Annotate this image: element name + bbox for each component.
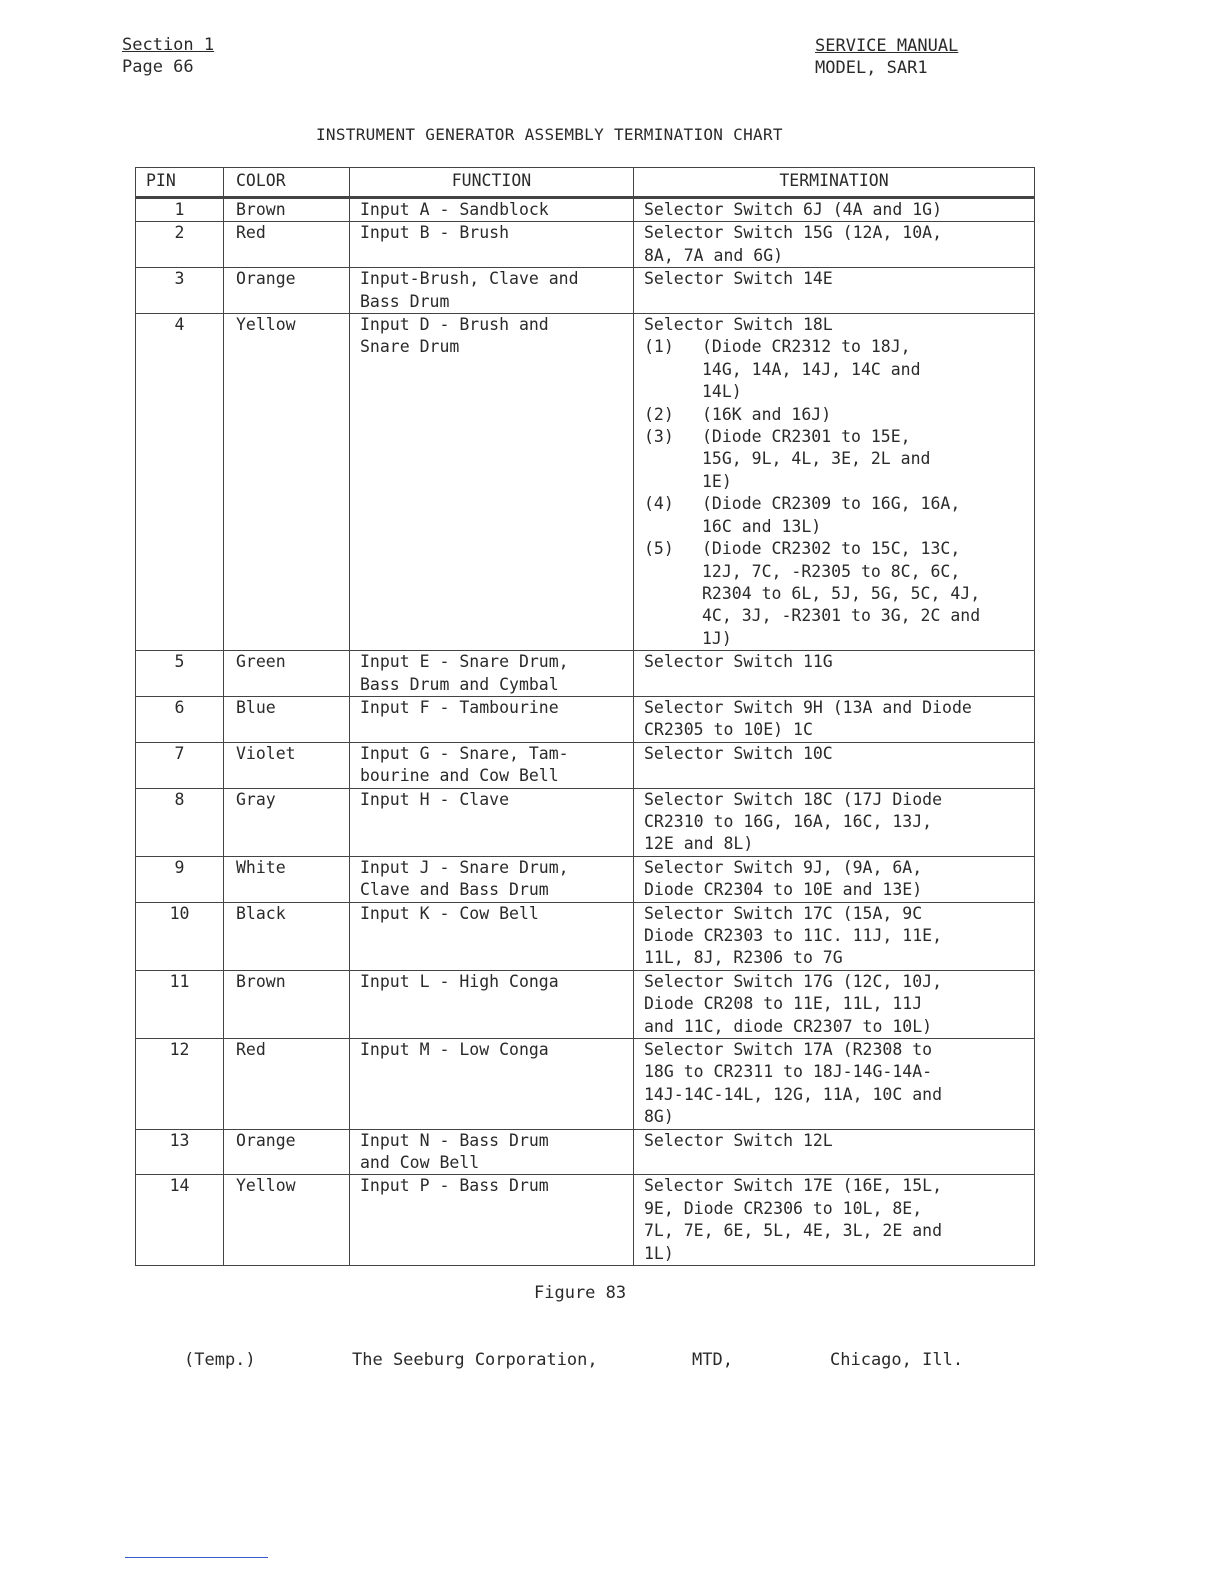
function-cell	[350, 268, 634, 314]
sub-item-text	[702, 538, 1028, 650]
table-row	[136, 856, 1035, 902]
sub-item-line: R2304 to 6L, 5J, 5G, 5C, 4J,	[702, 583, 981, 603]
bottom-rule	[125, 1557, 268, 1558]
sub-item-line: (Diode CR2302 to 15C, 13C,	[702, 539, 961, 559]
color-cell: Red	[224, 222, 350, 268]
function-line: Bass Drum and Cymbal	[360, 674, 559, 694]
sub-item-line: (Diode CR2301 to 15E,	[702, 427, 911, 447]
sub-item-text	[702, 426, 1028, 493]
pin-cell: 8	[136, 788, 224, 856]
termination-line: Selector Switch 9J, (9A, 6A,	[644, 857, 923, 877]
pin-cell: 1	[136, 198, 224, 222]
sub-item-line: 1E)	[702, 471, 732, 491]
function-cell	[350, 1039, 634, 1130]
color-cell: Gray	[224, 788, 350, 856]
termination-line: CR2305 to 10E) 1C	[644, 720, 813, 740]
function-cell	[350, 1175, 634, 1266]
function-line: Input B - Brush	[360, 223, 510, 243]
table-row	[136, 222, 1035, 268]
sub-item-line: 4C, 3J, -R2301 to 3G, 2C and	[702, 606, 981, 626]
color-cell: Yellow	[224, 314, 350, 651]
column-header-color: COLOR	[224, 168, 350, 198]
termination-sub-item	[644, 404, 1028, 426]
column-header-termination: TERMINATION	[634, 168, 1035, 198]
chart-title: INSTRUMENT GENERATOR ASSEMBLY TERMINATION CHART	[316, 125, 783, 144]
termination-line: Diode CR2303 to 11C. 11J, 11E,	[644, 926, 943, 945]
termination-line: 11L, 8J, R2306 to 7G	[644, 948, 843, 968]
function-cell	[350, 788, 634, 856]
pin-cell: 9	[136, 856, 224, 902]
termination-line: Diode CR208 to 11E, 11L, 11J	[644, 994, 923, 1014]
termination-line: Selector Switch 18C (17J Diode	[644, 789, 943, 809]
table-row	[136, 1175, 1035, 1266]
function-line: Input F - Tambourine	[360, 697, 559, 717]
sub-item-text	[702, 336, 1028, 403]
column-header-function: FUNCTION	[350, 168, 634, 198]
termination-cell	[634, 742, 1035, 788]
function-line: bourine and Cow Bell	[360, 766, 559, 786]
termination-cell	[634, 1039, 1035, 1130]
color-cell: Violet	[224, 742, 350, 788]
color-cell: Brown	[224, 198, 350, 222]
table-row	[136, 268, 1035, 314]
function-cell	[350, 651, 634, 697]
sub-item-line: 14L)	[702, 382, 742, 402]
function-cell	[350, 696, 634, 742]
termination-line: Selector Switch 18L	[644, 315, 833, 335]
termination-cell	[634, 856, 1035, 902]
function-cell	[350, 970, 634, 1038]
termination-line: 9E, Diode CR2306 to 10L, 8E,	[644, 1198, 923, 1218]
termination-line: Selector Switch 17G (12C, 10J,	[644, 971, 943, 991]
termination-cell	[634, 651, 1035, 697]
color-cell: Yellow	[224, 1175, 350, 1266]
table-row	[136, 1129, 1035, 1175]
model-label: MODEL, SAR1	[815, 58, 928, 78]
function-cell	[350, 1129, 634, 1175]
header-right	[815, 35, 958, 79]
function-cell	[350, 742, 634, 788]
pin-cell: 7	[136, 742, 224, 788]
termination-cell	[634, 696, 1035, 742]
sub-item-text	[702, 493, 1028, 538]
function-line: Input K - Cow Bell	[360, 903, 539, 923]
section-label: Section 1	[122, 35, 215, 55]
sub-item-line: 1J)	[702, 628, 732, 648]
termination-line: Selector Switch 9H (13A and Diode	[644, 697, 972, 717]
header-left	[122, 34, 214, 78]
table-row	[136, 970, 1035, 1038]
termination-line: Selector Switch 12L	[644, 1130, 833, 1150]
color-cell: Orange	[224, 268, 350, 314]
function-cell	[350, 222, 634, 268]
termination-sub-item	[644, 336, 1028, 403]
termination-cell	[634, 314, 1035, 651]
termination-line: 18G to CR2311 to 18J-14G-14A-	[644, 1062, 933, 1082]
termination-line: Selector Switch 17C (15A, 9C	[644, 903, 923, 923]
termination-sub-item	[644, 493, 1028, 538]
pin-cell: 14	[136, 1175, 224, 1266]
function-line: Input G - Snare, Tam-	[360, 743, 569, 763]
pin-cell: 10	[136, 902, 224, 970]
function-line: Input J - Snare Drum,	[360, 857, 569, 877]
function-cell	[350, 856, 634, 902]
function-line: Input D - Brush and	[360, 315, 549, 335]
function-line: Input N - Bass Drum	[360, 1130, 549, 1150]
sub-item-number: (2)	[644, 404, 674, 424]
sub-item-line: 16C and 13L)	[702, 516, 822, 536]
function-cell	[350, 314, 634, 651]
termination-line: 1L)	[644, 1243, 674, 1263]
table-row	[136, 198, 1035, 222]
termination-line: Selector Switch 14E	[644, 269, 833, 289]
pin-cell: 6	[136, 696, 224, 742]
termination-line: 8G)	[644, 1107, 674, 1127]
termination-cell	[634, 1175, 1035, 1266]
color-cell: Green	[224, 651, 350, 697]
termination-sub-item	[644, 538, 1028, 650]
sub-item-number: (3)	[644, 427, 674, 447]
function-line: Snare Drum	[360, 337, 460, 357]
termination-line: Selector Switch 6J (4A and 1G)	[644, 200, 943, 219]
column-header-pin: PIN	[136, 168, 224, 198]
termination-cell	[634, 970, 1035, 1038]
table-row	[136, 742, 1035, 788]
termination-cell	[634, 902, 1035, 970]
termination-cell	[634, 222, 1035, 268]
termination-line: and 11C, diode CR2307 to 10L)	[644, 1016, 933, 1036]
figure-caption: Figure 83	[534, 1283, 627, 1303]
function-line: Input-Brush, Clave and	[360, 269, 579, 289]
termination-cell	[634, 1129, 1035, 1175]
termination-cell	[634, 268, 1035, 314]
table-header-row	[136, 168, 1035, 198]
sub-item-line: 15G, 9L, 4L, 3E, 2L and	[702, 449, 931, 469]
table-row	[136, 314, 1035, 651]
termination-line: Selector Switch 11G	[644, 652, 833, 672]
termination-table	[135, 167, 1035, 1266]
function-line: Input P - Bass Drum	[360, 1176, 549, 1196]
termination-cell	[634, 198, 1035, 222]
table-row	[136, 1039, 1035, 1130]
sub-item-number: (1)	[644, 337, 674, 357]
table-row	[136, 788, 1035, 856]
footer-city: Chicago, Ill.	[830, 1350, 964, 1370]
table-body	[136, 198, 1035, 1266]
termination-line: Diode CR2304 to 10E and 13E)	[644, 880, 923, 900]
termination-sub-item	[644, 426, 1028, 493]
table-row	[136, 651, 1035, 697]
pin-cell: 5	[136, 651, 224, 697]
termination-line: Selector Switch 15G (12A, 10A,	[644, 223, 943, 243]
table-row	[136, 696, 1035, 742]
termination-line: 7L, 7E, 6E, 5L, 4E, 3L, 2E and	[644, 1221, 943, 1241]
sub-item-number: (4)	[644, 494, 674, 514]
color-cell: Brown	[224, 970, 350, 1038]
pin-cell: 3	[136, 268, 224, 314]
sub-item-line: (Diode CR2309 to 16G, 16A,	[702, 494, 961, 514]
color-cell: White	[224, 856, 350, 902]
sub-item-number: (5)	[644, 539, 674, 559]
sub-item-line: 14G, 14A, 14J, 14C and	[702, 359, 921, 379]
sub-item-text	[702, 404, 1028, 426]
function-line: Input E - Snare Drum,	[360, 652, 569, 672]
function-line: Input M - Low Conga	[360, 1040, 549, 1060]
function-line: Input L - High Conga	[360, 971, 559, 991]
manual-title: SERVICE MANUAL	[815, 36, 959, 56]
function-line: Input H - Clave	[360, 789, 510, 809]
termination-line: 12E and 8L)	[644, 834, 754, 854]
pin-cell: 12	[136, 1039, 224, 1130]
footer-temp: (Temp.)	[184, 1350, 256, 1370]
function-line: Clave and Bass Drum	[360, 880, 549, 900]
termination-line: Selector Switch 17A (R2308 to	[644, 1040, 933, 1060]
color-cell: Orange	[224, 1129, 350, 1175]
termination-line: 8A, 7A and 6G)	[644, 245, 784, 265]
color-cell: Blue	[224, 696, 350, 742]
termination-cell	[634, 788, 1035, 856]
sub-item-line: 12J, 7C, -R2305 to 8C, 6C,	[702, 561, 961, 581]
footer-mtd: MTD,	[692, 1350, 733, 1370]
function-line: and Cow Bell	[360, 1153, 480, 1173]
pin-cell: 11	[136, 970, 224, 1038]
sub-item-line: (16K and 16J)	[702, 404, 832, 424]
function-cell	[350, 902, 634, 970]
footer-corporation: The Seeburg Corporation,	[352, 1350, 598, 1370]
table-row	[136, 902, 1035, 970]
function-cell	[350, 198, 634, 222]
pin-cell: 2	[136, 222, 224, 268]
termination-line: 14J-14C-14L, 12G, 11A, 10C and	[644, 1084, 943, 1104]
sub-item-line: (Diode CR2312 to 18J,	[702, 337, 911, 357]
function-line: Input A - Sandblock	[360, 200, 549, 219]
page-number: Page 66	[122, 57, 194, 77]
function-line: Bass Drum	[360, 291, 450, 311]
pin-cell: 4	[136, 314, 224, 651]
termination-line: Selector Switch 10C	[644, 743, 833, 763]
termination-line: CR2310 to 16G, 16A, 16C, 13J,	[644, 811, 933, 831]
pin-cell: 13	[136, 1129, 224, 1175]
termination-line: Selector Switch 17E (16E, 15L,	[644, 1176, 943, 1196]
color-cell: Black	[224, 902, 350, 970]
color-cell: Red	[224, 1039, 350, 1130]
